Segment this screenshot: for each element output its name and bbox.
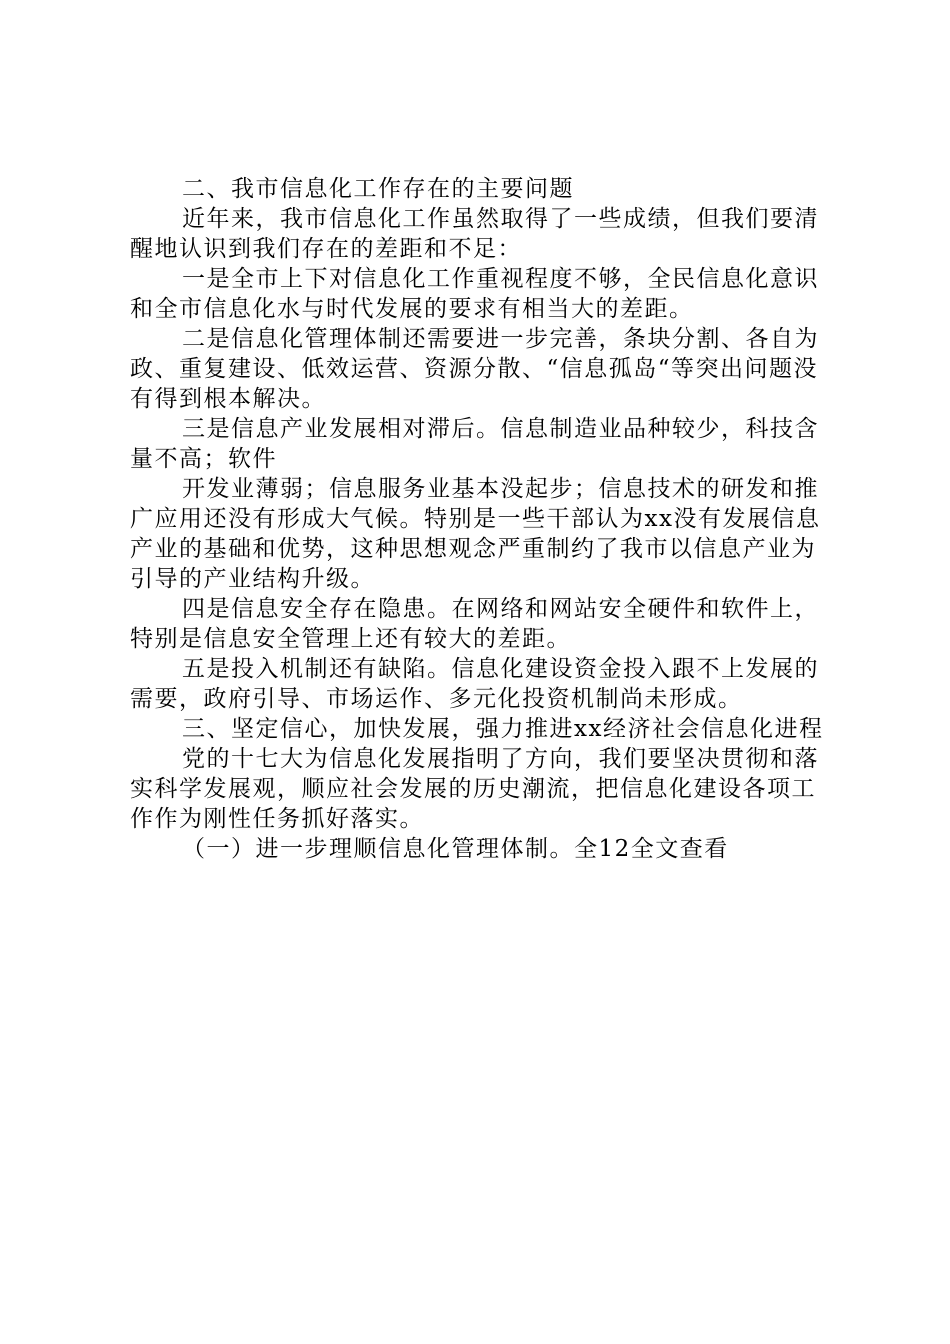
paragraph: 四是信息安全存在隐患。在网络和网站安全硬件和软件上，特别是信息安全管理上还有较大的差距。 [130,596,819,652]
paragraph: 一是全市上下对信息化工作重视程度不够，全民信息化意识和全市信息化水与时代发展的要求有相当大的差距。 [130,266,819,322]
paragraph: 近年来，我市信息化工作虽然取得了一些成绩，但我们要清醒地认识到我们存在的差距和不足： [130,206,819,262]
subsection-heading: （一）进一步理顺信息化管理体制。全12全文查看 [182,836,729,862]
section-heading-2: 二、我市信息化工作存在的主要问题 [182,176,574,202]
paragraph: 二是信息化管理体制还需要进一步完善，条块分割、各自为政、重复建设、低效运营、资源分散、“信息孤岛“等突出问题没有得到根本解决。 [130,326,819,412]
paragraph: 三是信息产业发展相对滞后。信息制造业品种较少，科技含量不高；软件 [130,416,819,472]
paragraph: 五是投入机制还有缺陷。信息化建设资金投入跟不上发展的需要，政府引导、市场运作、多元化投资机制尚未形成。 [130,656,819,712]
paragraph: 开发业薄弱；信息服务业基本没起步；信息技术的研发和推广应用还没有形成大气候。特别是一些干部认为xx没有发展信息产业的基础和优势，这种思想观念严重制约了我市以信息产业为引导的产业结构升级。 [130,476,821,592]
paragraph: 党的十七大为信息化发展指明了方向，我们要坚决贯彻和落实科学发展观，顺应社会发展的历史潮流，把信息化建设各项工作作为刚性任务抓好落实。 [130,746,819,832]
section-heading-3: 三、坚定信心，加快发展，强力推进xx经济社会信息化进程 [182,716,824,742]
document-body [130,174,835,864]
